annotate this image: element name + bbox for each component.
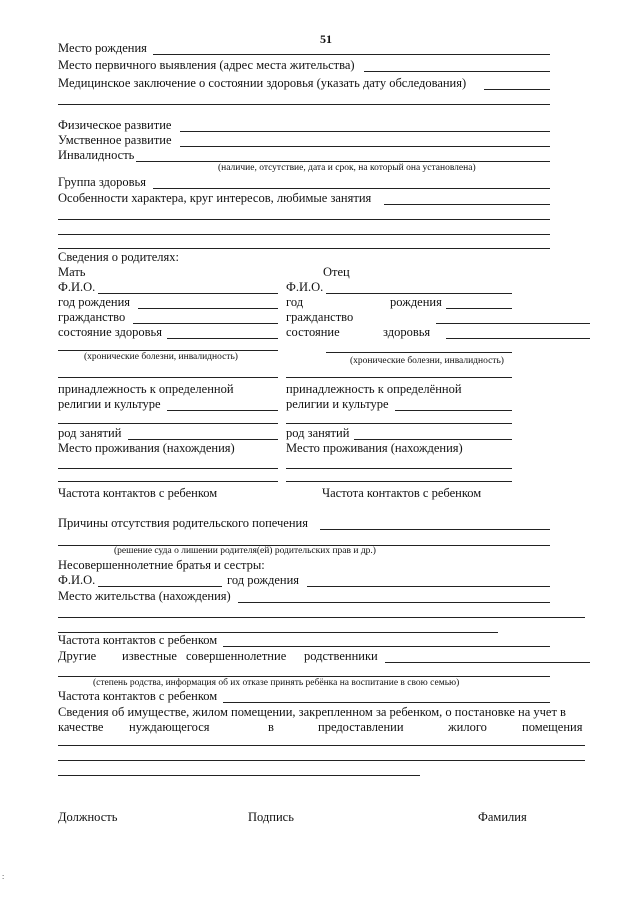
margin-mark: : — [2, 872, 5, 881]
relatives-contact-label: Частота контактов с ребенком — [58, 689, 218, 703]
health-group-line — [153, 188, 550, 189]
father-pre-religion-line — [286, 377, 512, 378]
father-label: Отец — [323, 265, 350, 279]
housing-word-3: в — [268, 720, 274, 734]
mother-label: Мать — [58, 265, 86, 279]
father-contact-label: Частота контактов с ребенком — [322, 486, 482, 500]
housing-word-4: предоставлении — [318, 720, 404, 734]
father-zdorovya-label: здоровья — [383, 325, 431, 339]
father-fio-line — [326, 293, 512, 294]
birth-place-line — [153, 54, 550, 55]
sibling-fio-label: Ф.И.О. — [58, 573, 96, 587]
property-line-1 — [58, 745, 585, 746]
signature-label: Подпись — [248, 810, 294, 824]
property-line-2 — [58, 760, 585, 761]
housing-word-5: жилого — [448, 720, 487, 734]
birth-place-label: Место рождения — [58, 41, 147, 55]
father-chronic-note: (хронические болезни, инвалидность) — [350, 356, 504, 366]
mother-religion-label-2: религии и культуре — [58, 397, 161, 411]
mother-birth-year-label: год рождения — [58, 295, 131, 309]
medical-conclusion-line — [484, 89, 550, 90]
mental-line — [180, 146, 550, 147]
father-religion-label-2: религии и культуре — [286, 397, 389, 411]
father-citizenship-line — [436, 323, 590, 324]
absence-reason-line — [320, 529, 550, 530]
mother-fio-label: Ф.И.О. — [58, 280, 96, 294]
mental-label: Умственное развитие — [58, 133, 172, 147]
mother-citizenship-line — [133, 323, 278, 324]
page-number: 51 — [320, 32, 332, 46]
housing-word-2: нуждающегося — [129, 720, 210, 734]
father-residence-line — [286, 468, 512, 469]
father-birth-year-line — [446, 308, 512, 309]
property-label: Сведения об имуществе, жилом помещении, закрепленном за ребенком, о постановке на учет в — [58, 705, 566, 719]
disability-note: (наличие, отсутствие, дата и срок, на который она установлена) — [218, 163, 476, 173]
father-occupation-line — [354, 439, 512, 440]
mother-chronic-note: (хронические болезни, инвалидность) — [84, 352, 238, 362]
parents-header: Сведения о родителях: — [58, 250, 179, 264]
mother-pre-religion-line — [58, 377, 278, 378]
mother-fio-line — [98, 293, 278, 294]
sibling-fio-line — [98, 586, 222, 587]
father-god-label: год — [286, 295, 304, 309]
father-pre-occupation-line — [286, 423, 512, 424]
mother-contact-label: Частота контактов с ребенком — [58, 486, 218, 500]
housing-word-6: помещения — [522, 720, 583, 734]
relatives-word-4: родственники — [304, 649, 378, 663]
mother-citizenship-label: гражданство — [58, 310, 126, 324]
physical-line — [180, 131, 550, 132]
physical-label: Физическое развитие — [58, 118, 172, 132]
father-rozhdeniya-label: рождения — [390, 295, 442, 309]
sibling-residence-label: Место жительства (нахождения) — [58, 589, 231, 603]
sibling-birth-year-label: год рождения — [227, 573, 300, 587]
mother-residence-line — [58, 468, 278, 469]
character-line-2 — [58, 219, 550, 220]
character-line — [384, 204, 550, 205]
medical-conclusion-line-2 — [58, 104, 550, 105]
mother-health-label: состояние здоровья — [58, 325, 162, 339]
medical-conclusion-label: Медицинское заключение о состоянии здоровья (указать дату обследования) — [58, 76, 467, 90]
sibling-contact-label: Частота контактов с ребенком — [58, 633, 218, 647]
mother-religion-label-1: принадлежность к определенной — [58, 382, 234, 396]
father-occupation-label: род занятий — [286, 426, 350, 440]
position-label: Должность — [58, 810, 118, 824]
disability-line — [136, 161, 550, 162]
character-label: Особенности характера, круг интересов, любимые занятия — [58, 191, 372, 205]
sibling-contact-line — [223, 646, 550, 647]
character-line-3 — [58, 234, 550, 235]
relatives-word-1: Другие — [58, 649, 97, 663]
mother-pre-occupation-line — [58, 423, 278, 424]
primary-detection-label: Место первичного выявления (адрес места жительства) — [58, 58, 355, 72]
property-line-3 — [58, 775, 420, 776]
father-religion-line — [395, 410, 512, 411]
mother-health-line — [167, 338, 278, 339]
father-residence-line-2 — [286, 481, 512, 482]
siblings-label: Несовершеннолетние братья и сестры: — [58, 558, 265, 572]
mother-residence-label: Место проживания (нахождения) — [58, 441, 235, 455]
father-religion-label-1: принадлежность к определённой — [286, 382, 462, 396]
sibling-residence-line — [238, 602, 550, 603]
health-group-label: Группа здоровья — [58, 175, 147, 189]
kinship-note: (степень родства, информация об их отказе принять ребёнка на воспитание в свою семью) — [93, 678, 460, 688]
father-residence-label: Место проживания (нахождения) — [286, 441, 463, 455]
absence-reason-label: Причины отсутствия родительского попечения — [58, 516, 308, 530]
mother-health-line-2 — [58, 350, 278, 351]
sibling-birth-year-line — [307, 586, 550, 587]
mother-religion-line — [167, 410, 278, 411]
housing-word-1: качестве — [58, 720, 104, 734]
father-sostoyanie-label: состояние — [286, 325, 340, 339]
relatives-line-2 — [58, 676, 550, 677]
father-health-line — [446, 338, 590, 339]
father-health-line-2 — [326, 352, 512, 353]
mother-occupation-line — [128, 439, 278, 440]
court-note: (решение суда о лишении родителя(ей) родительских прав и др.) — [114, 546, 376, 556]
character-line-4 — [58, 248, 550, 249]
sibling-residence-line-2 — [58, 617, 585, 618]
disability-label: Инвалидность — [58, 148, 135, 162]
relatives-word-2: известные — [122, 649, 177, 663]
mother-residence-line-2 — [58, 481, 278, 482]
father-citizenship-label: гражданство — [286, 310, 354, 324]
father-fio-label: Ф.И.О. — [286, 280, 324, 294]
relatives-line — [385, 662, 590, 663]
mother-occupation-label: род занятий — [58, 426, 122, 440]
mother-birth-year-line — [138, 308, 278, 309]
surname-label: Фамилия — [478, 810, 527, 824]
primary-detection-line — [364, 71, 550, 72]
relatives-word-3: совершеннолетние — [186, 649, 287, 663]
relatives-contact-line — [223, 702, 550, 703]
